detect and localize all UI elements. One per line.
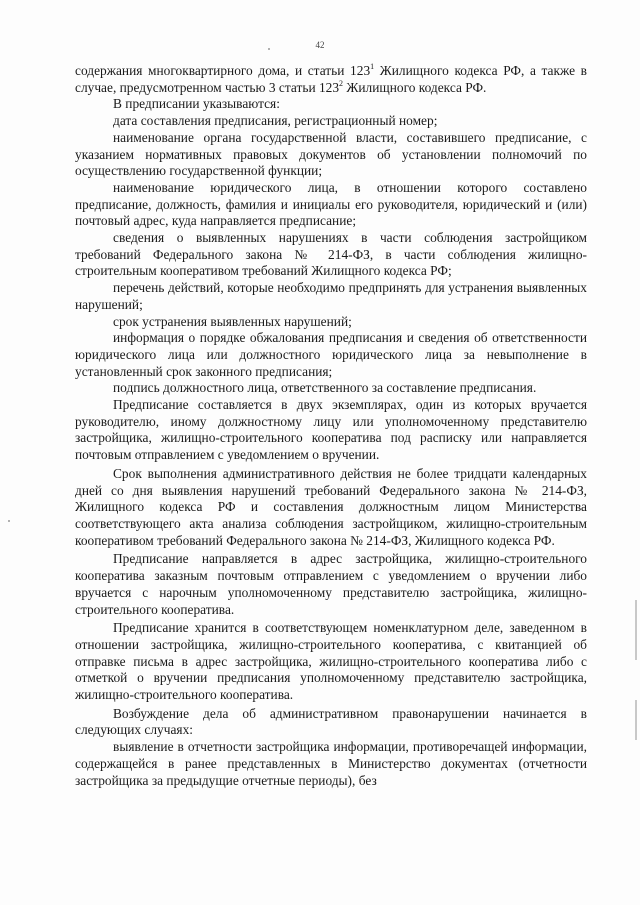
paragraph: Предписание составляется в двух экземплярах, один из которых вручается руководителю, иному должностному лицу или уполномоченному представителю застройщика, жилищно-строительного кооператива под расписку или направляется почтовым отправлением с уведомлением о вручении. <box>75 397 587 463</box>
list-item: дата составления предписания, регистрационный номер; <box>113 113 438 129</box>
superscript: 2 <box>339 78 344 88</box>
superscript: 1 <box>370 62 375 71</box>
text-fragment: Жилищного кодекса РФ. <box>343 79 487 95</box>
scan-edge-mark <box>635 600 637 660</box>
list-item: наименование юридического лица, в отношении которого составлено предписание, должность, фамилия и инициалы его руководителя, юридический и (или) почтовый адрес, куда направляется предписание; <box>75 179 587 229</box>
scan-speck <box>268 48 270 50</box>
document-body <box>75 63 587 789</box>
paragraph: В предписании указываются: <box>113 96 280 112</box>
list-item: выявление в отчетности застройщика информации, противоречащей информации, содержащейся в ранее представленных в Министерство документах (отчетности застройщика за предыдущие отчетные периоды), без <box>75 739 587 788</box>
scan-edge-mark <box>635 700 637 740</box>
text-fragment: содержания многоквартирного дома, и статьи 123 <box>75 63 371 78</box>
scan-speck <box>8 520 10 522</box>
list-item: информация о порядке обжалования предписания и сведения об ответственности юридического лица или должностного юридического лица за невыполнение в установленный срок законного предписания; <box>75 330 587 379</box>
paragraph: Возбуждение дела об административном правонарушении начинается в следующих случаях: <box>75 705 587 738</box>
paragraph: Срок выполнения административного действия не более тридцати календарных дней со дня выявления нарушений требований Федерального закона № 214-ФЗ, Жилищного кодекса РФ и составления должностным лицом Министерства соответствующего акта анализа соблюдения застройщиком, жилищно-строительным кооперативом требований Федерального закона № 214-ФЗ, Жилищного кодекса РФ. <box>75 465 587 548</box>
list-item: срок устранения выявленных нарушений; <box>113 313 352 329</box>
list-item: сведения о выявленных нарушениях в части соблюдения застройщиком требований Федерального закона № 214-ФЗ, в части соблюдения жилищно-строительным кооперативом требований Жилищного кодекса РФ; <box>75 230 587 279</box>
list-item: наименование органа государственной власти, составившего предписание, с указанием нормативных правовых документов об установлении полномочий по осуществлению государственной функции; <box>75 129 587 179</box>
page-number: 42 <box>315 40 325 50</box>
list-item: перечень действий, которые необходимо предпринять для устранения выявленных нарушений; <box>75 280 587 312</box>
text-fragment: Жилищного кодекса РФ, а также в случае, предусмотренном частью 3 статьи 123 <box>75 63 587 95</box>
list-item: подпись должностного лица, ответственного за составление предписания. <box>113 380 537 396</box>
paragraph: Предписание направляется в адрес застройщика, жилищно-строительного кооператива заказным почтовым отправлением с уведомлением о вручении либо вручается с нарочным уполномоченному представителю застройщика, жилищно-строительного кооператива. <box>75 551 587 617</box>
paragraph-continuation <box>75 63 587 96</box>
paragraph: Предписание хранится в соответствующем номенклатурном деле, заведенном в отношении застройщика, жилищно-строительного кооператива, с квитанцией об отправке письма в адрес застройщика, жилищно-строительного кооператива либо с отметкой о вручении предписания уполномоченному представителю застройщика, жилищно-строительного кооператива. <box>75 620 587 703</box>
